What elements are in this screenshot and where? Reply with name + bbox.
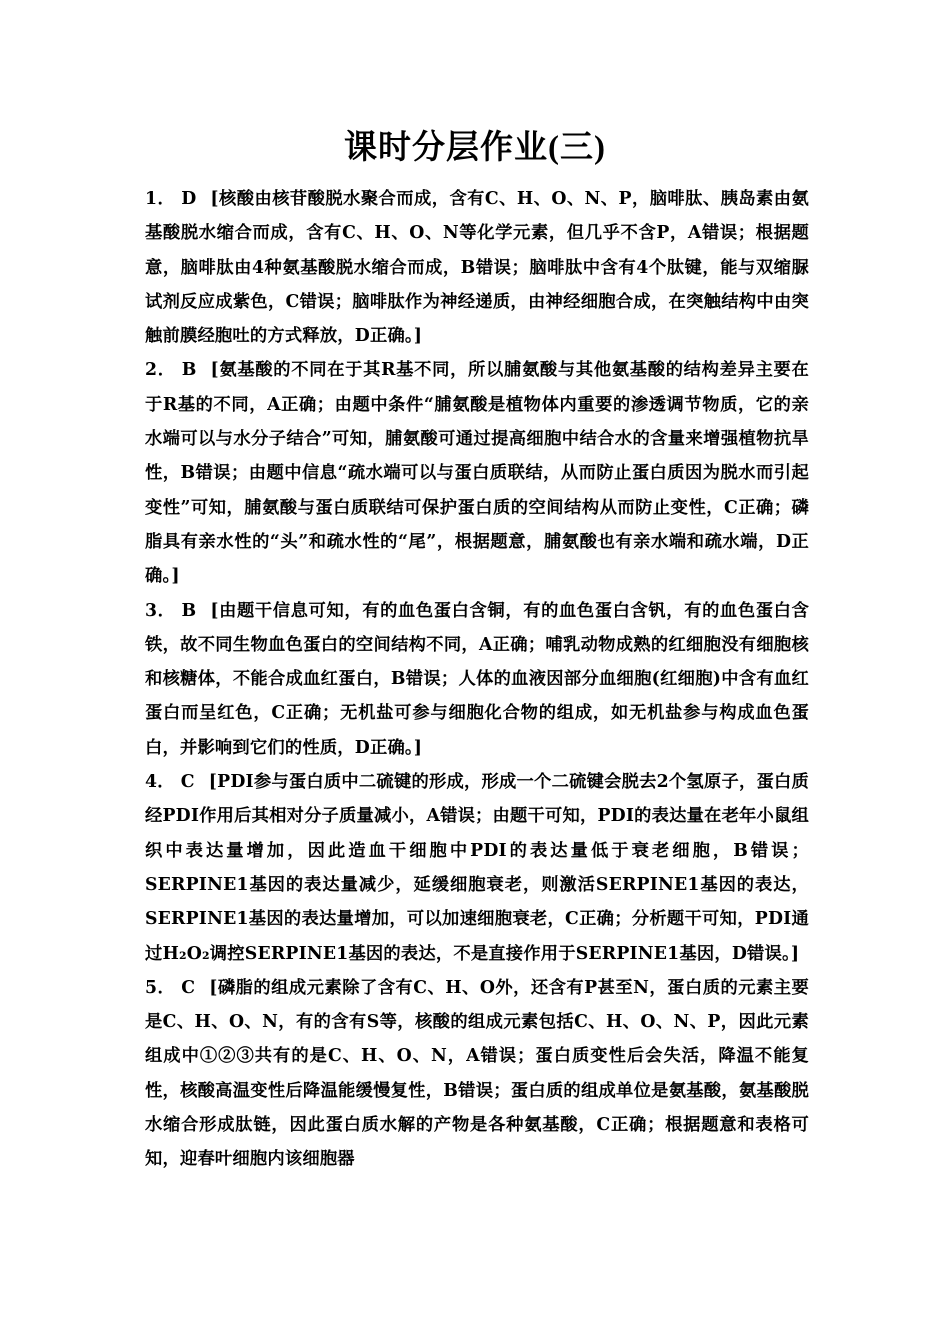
item-answer: C	[180, 772, 195, 793]
item-explanation: [PDI参与蛋白质中二硫键的形成，形成一个二硫键会脱去2个氢原子，蛋白质经PDI作用后其相对分子质量减小，A错误；由题干可知，PDI的表达量在老年小鼠组织中表达量增加，因此造血干细胞中PDI的表达量低于衰老细胞，B错误；SERPINE1基因的表达量减少，延缓细胞衰老，则激活SERPINE1基因的表达，SERPINE1基因的表达量增加，可以加速细胞衰老，C正确；分析题干可知，PDI通过H₂O₂调控SERPINE1基因的表达，不是直接作用于SERPINE1基因，D错误。]	[145, 772, 809, 964]
item-answer: B	[181, 360, 197, 381]
item-explanation: [由题干信息可知，有的血色蛋白含铜，有的血色蛋白含钒，有的血色蛋白含铁，故不同生物血色蛋白的空间结构不同，A正确；哺乳动物成熟的红细胞没有细胞核和核糖体，不能合成血红蛋白，B错误；人体的血液因部分血细胞(红细胞)中含有血红蛋白而呈红色，C正确；无机盐可参与细胞化合物的组成，如无机盐参与构成血色蛋白，并影响到它们的性质，D正确。]	[145, 600, 809, 758]
answer-item-2	[145, 353, 809, 593]
item-explanation: [氨基酸的不同在于其R基不同，所以脯氨酸与其他氨基酸的结构差异主要在于R基的不同，A正确；由题中条件“脯氨酸是植物体内重要的渗透调节物质，它的亲水端可以与水分子结合”可知，脯氨酸可通过提高细胞中结合水的含量来增强植物抗旱性，B错误；由题中信息“疏水端可以与蛋白质联结，从而防止蛋白质因为脱水而引起变性”可知，脯氨酸与蛋白质联结可保护蛋白质的空间结构从而防止变性，C正确；磷脂具有亲水性的“头”和疏水性的“尾”，根据题意，脯氨酸也有亲水端和疏水端，D正确。]	[145, 360, 809, 587]
item-number: 5．	[145, 977, 176, 998]
item-answer: D	[181, 189, 197, 209]
item-answer: C	[181, 977, 196, 998]
answer-item-4	[145, 765, 809, 971]
item-number: 4．	[145, 772, 175, 793]
item-number: 3．	[145, 600, 176, 621]
item-explanation: [核酸由核苷酸脱水聚合而成，含有C、H、O、N、P，脑啡肽、胰岛素由氨基酸脱水缩合而成，含有C、H、O、N等化学元素，但几乎不含P，A错误；根据题意，脑啡肽由4种氨基酸脱水缩合而成，B错误；脑啡肽中含有4个肽键，能与双缩脲试剂反应成紫色，C错误；脑啡肽作为神经递质，由神经细胞合成，在突触结构中由突触前膜经胞吐的方式释放，D正确。]	[145, 189, 809, 347]
answer-item-5	[145, 971, 809, 1177]
item-number: 1．	[145, 189, 176, 209]
item-number: 2．	[145, 360, 176, 381]
item-answer: B	[181, 600, 197, 621]
page-title: 课时分层作业(三)	[344, 130, 606, 166]
answer-list	[145, 182, 809, 1177]
item-explanation: [磷脂的组成元素除了含有C、H、O外，还含有P甚至N，蛋白质的元素主要是C、H、O、N，有的含有S等，核酸的组成元素包括C、H、O、N、P，因此元素组成中①②③共有的是C、H、O、N，A错误；蛋白质变性后会失活，降温不能复性，核酸高温变性后降温能缓慢复性，B错误；蛋白质的组成单位是氨基酸，氨基酸脱水缩合形成肽链，因此蛋白质水解的产物是各种氨基酸，C正确；根据题意和表格可知，迎春叶细胞内该细胞器	[145, 977, 809, 1170]
answer-item-1	[145, 182, 809, 353]
answer-item-3	[145, 594, 809, 765]
